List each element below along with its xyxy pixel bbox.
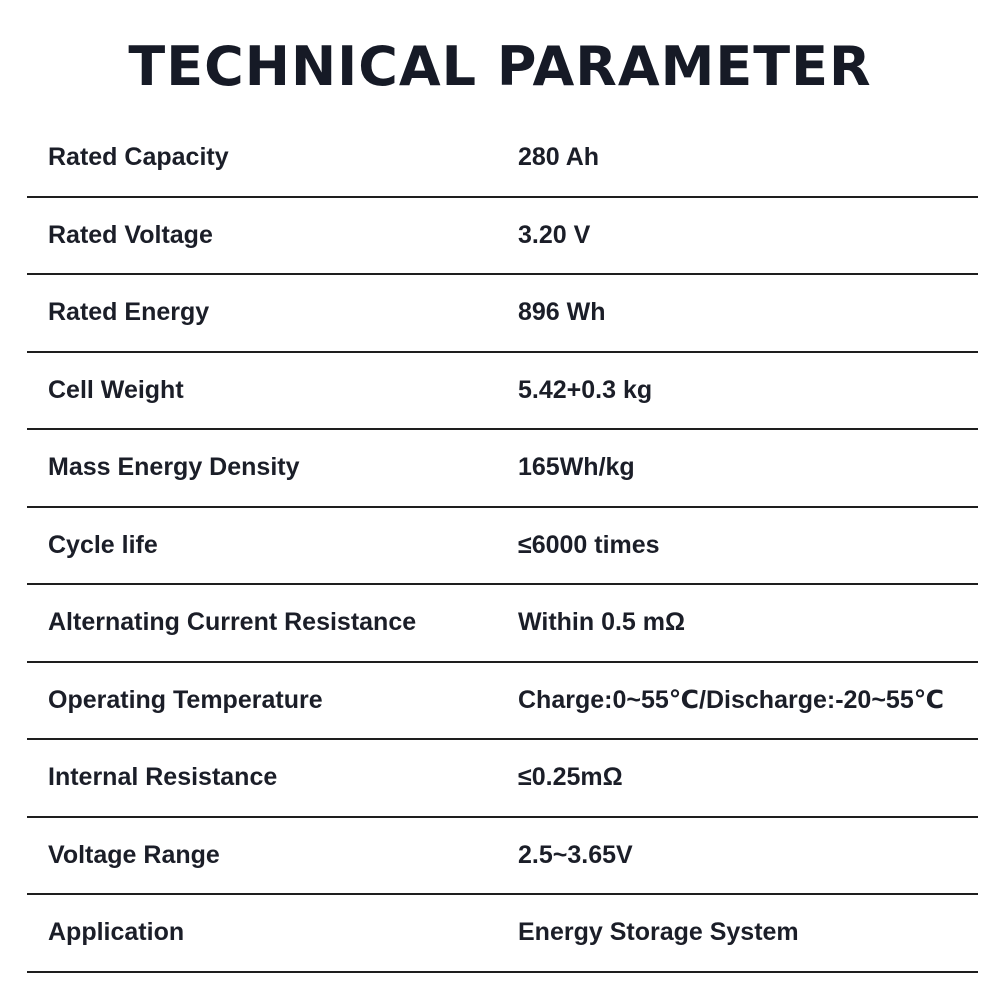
row-value: 896 Wh — [518, 298, 606, 326]
table-row — [27, 198, 978, 276]
table-row — [27, 740, 978, 818]
row-label: Alternating Current Resistance — [48, 608, 417, 636]
row-value: ≤0.25mΩ — [518, 763, 623, 791]
table-row — [27, 275, 978, 353]
row-label: Operating Temperature — [48, 685, 323, 714]
row-value: ≤6000 times — [518, 530, 660, 559]
row-label: Rated Capacity — [48, 143, 229, 171]
row-label: Application — [48, 918, 185, 946]
table-row — [27, 663, 978, 741]
row-value: Energy Storage System — [518, 918, 799, 946]
row-label: Internal Resistance — [48, 763, 278, 791]
table-row — [27, 120, 978, 198]
row-value: 3.20 V — [518, 220, 591, 249]
row-value: 165Wh/kg — [518, 453, 635, 481]
table-row — [27, 430, 978, 508]
row-label: Cycle life — [48, 530, 158, 559]
table-row — [27, 818, 978, 896]
table-row — [27, 585, 978, 663]
row-value: 280 Ah — [518, 143, 600, 171]
table-row — [27, 353, 978, 431]
row-label: Rated Voltage — [48, 220, 213, 249]
row-value: Charge:0~55℃/Discharge:-20~55℃ — [518, 685, 945, 714]
row-label: Cell Weight — [48, 375, 184, 404]
row-label: Mass Energy Density — [48, 453, 300, 481]
row-label: Voltage Range — [48, 840, 220, 869]
row-value: 5.42+0.3 kg — [518, 375, 653, 404]
table-row — [27, 508, 978, 586]
spec-table — [27, 120, 978, 973]
row-value: 2.5~3.65V — [518, 840, 633, 869]
row-value: Within 0.5 mΩ — [518, 608, 686, 636]
row-label: Rated Energy — [48, 298, 210, 326]
page-title: TECHNICAL PARAMETER — [128, 35, 872, 98]
table-row — [27, 895, 978, 973]
